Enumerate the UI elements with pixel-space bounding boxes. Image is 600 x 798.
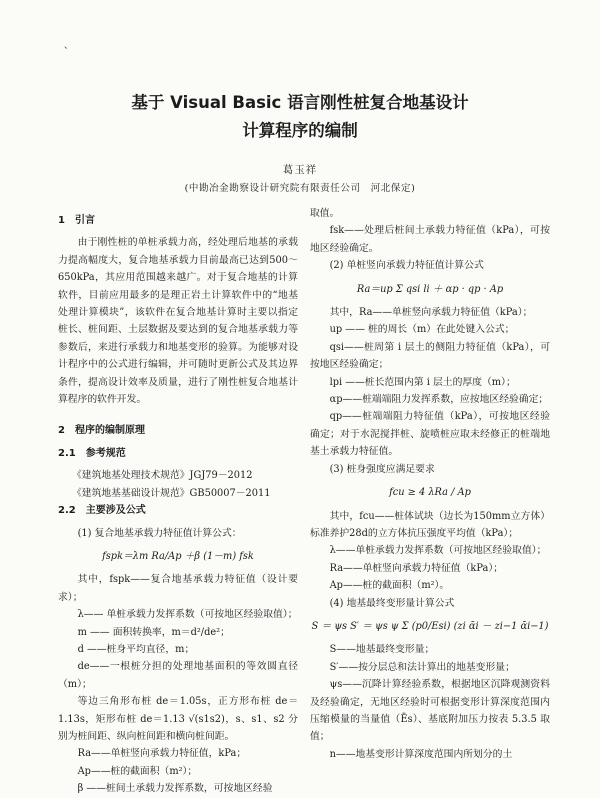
def-psi: ψs——沉降计算经验系数，根据地区沉降观测资料及经验确定，无地区经验时可根据变形计算深度范围内压缩模量的当量值（Ēs）、基底附加压力按表 5.3.5 取值； xyxy=(310,679,550,743)
section-2-2-heading: 2.2 主要涉及公式 xyxy=(58,505,146,517)
def-m: m —— 面积转换率，m＝d²/de²； xyxy=(77,626,230,638)
def-beta: β ——桩间土承载力发挥系数，可按地区经验 xyxy=(77,783,273,795)
formula-2-title: (2) 单桩竖向承载力特征值计算公式 xyxy=(329,260,484,272)
where-fcu: 其中，fcu——桩体试块（边长为150mm立方体）标准养护28d的立方体抗压强度平均值（kPa）； xyxy=(310,510,550,539)
formula-1-title: (1) 复合地基承载力特征值计算公式： xyxy=(77,527,242,539)
title-line-2: 计算程序的编制 xyxy=(242,121,358,140)
def-li: lpi ——桩长范围内第 i 层土的厚度（m）； xyxy=(329,376,516,388)
where-Ra: 其中，Ra——单桩竖向承载力特征值（kPa）； xyxy=(329,307,533,319)
def-d: d ——桩身平均直径，m； xyxy=(77,643,195,655)
formula-3-title: (3) 桩身强度应满足要求 xyxy=(329,463,435,475)
def-de-formula: 等边三角形布桩 de＝1.05s，正方形布桩 de＝1.13s，矩形布桩 de＝1.13 √(s1s2)，s、s1、s2 分别为桩间距、纵向桩间距和横向桩间距。 xyxy=(58,696,298,742)
formula-3-equation: fcu ≥ 4 λRa / Ap xyxy=(389,487,471,499)
where-fspk: 其中，fspk——复合地基承载力特征值（设计要求）； xyxy=(58,574,298,603)
formula-4-equation: S ＝ ψs S′ ＝ ψs ψ Σ (p0/Esi) (zi ᾱi － zi−1 ᾱi−1) xyxy=(311,620,549,632)
section-1-heading: 1 引言 xyxy=(58,215,95,226)
intro-paragraph: 由于刚性桩的单桩承载力高，经处理后地基的承载力提高幅度大，复合地基承载力目前最高已达到500～650kPa，其应用范围越来越广。对于复合地基的计算软件，目前应用最多的是理正岩土计算软件中的“地基处理计算模块”，该软件在复合地基计算时主要以指定桩长、桩间距、土层数据及要达到的复合地基承载力等参数后，来进行承载力和地基变形的验算。为能够对设计程序中的公式进行编辑，并可随时更新公式及其边界条件，提高设计效率及质量，进行了刚性桩复合地基计算程序的软件开发。 xyxy=(58,237,298,406)
header-mark: 、 xyxy=(64,41,74,51)
affiliation: (中勘冶金勘察设计研究院有限责任公司 河北保定) xyxy=(184,183,416,194)
continuation: 取值。 xyxy=(310,208,340,219)
reference-2: 《建筑地基基础设计规范》GB50007－2011 xyxy=(72,487,271,499)
formula-2-equation: Ra＝up Σ qsi li ＋ αp · qp · Ap xyxy=(356,283,504,295)
reference-1: 《建筑地基处理技术规范》JGJ79－2012 xyxy=(72,470,253,482)
def-qsi: qsi——桩周第 i 层土的侧阻力特征值（kPa），可按地区经验确定； xyxy=(310,341,550,371)
def-S: S——地基最终变形量； xyxy=(329,644,435,656)
def-Ap: Ap——桩的截面积（m²）； xyxy=(77,765,198,777)
def-fsk: fsk——处理后桩间土承载力特征值（kPa），可按地区经验确定。 xyxy=(310,225,550,254)
section-2-heading: 2 程序的编制原理 xyxy=(58,425,145,437)
def-de: de——一根桩分担的处理地基面积的等效圆直径（m）； xyxy=(58,661,298,690)
def-n: n——地基变形计算深度范围内所划分的土 xyxy=(329,748,513,760)
def-Ap-2: Ap——桩的截面积（m²）。 xyxy=(329,580,450,592)
formula-4-title: (4) 地基最终变形量计算公式 xyxy=(329,597,455,609)
author: 葛玉祥 xyxy=(282,164,318,176)
def-up: up —— 桩的周长（m）在此处键入公式； xyxy=(329,324,515,336)
def-alpha: αp——桩端端阻力发挥系数，应按地区经验确定； xyxy=(329,394,549,406)
title-line-1: 基于 Visual Basic 语言刚性桩复合地基设计 xyxy=(131,93,469,112)
section-2-1-heading: 2.1 参考规范 xyxy=(58,447,126,459)
left-column xyxy=(58,212,298,798)
def-lambda-2: λ——单桩承载力发挥系数（可按地区经验取值）； xyxy=(329,545,547,557)
def-Ra-2: Ra——单桩竖向承载力特征值（kPa）； xyxy=(329,562,504,574)
def-lambda: λ—— 单桩承载力发挥系数（可按地区经验取值）； xyxy=(77,609,298,621)
formula-1-equation: fspk＝λm Ra/Ap ＋β (1－m) fsk xyxy=(102,550,254,562)
def-qp: qp——桩端端阻力特征值（kPa），可按地区经验确定；对于水泥搅拌桩、旋喷桩应取未经修正的桩端地基土承载力特征值。 xyxy=(310,411,550,458)
right-column xyxy=(310,205,550,763)
def-Ra: Ra——单桩竖向承载力特征值，kPa； xyxy=(77,748,247,760)
def-S-prime: S′——按分层总和法计算出的地基变形量； xyxy=(329,661,515,673)
